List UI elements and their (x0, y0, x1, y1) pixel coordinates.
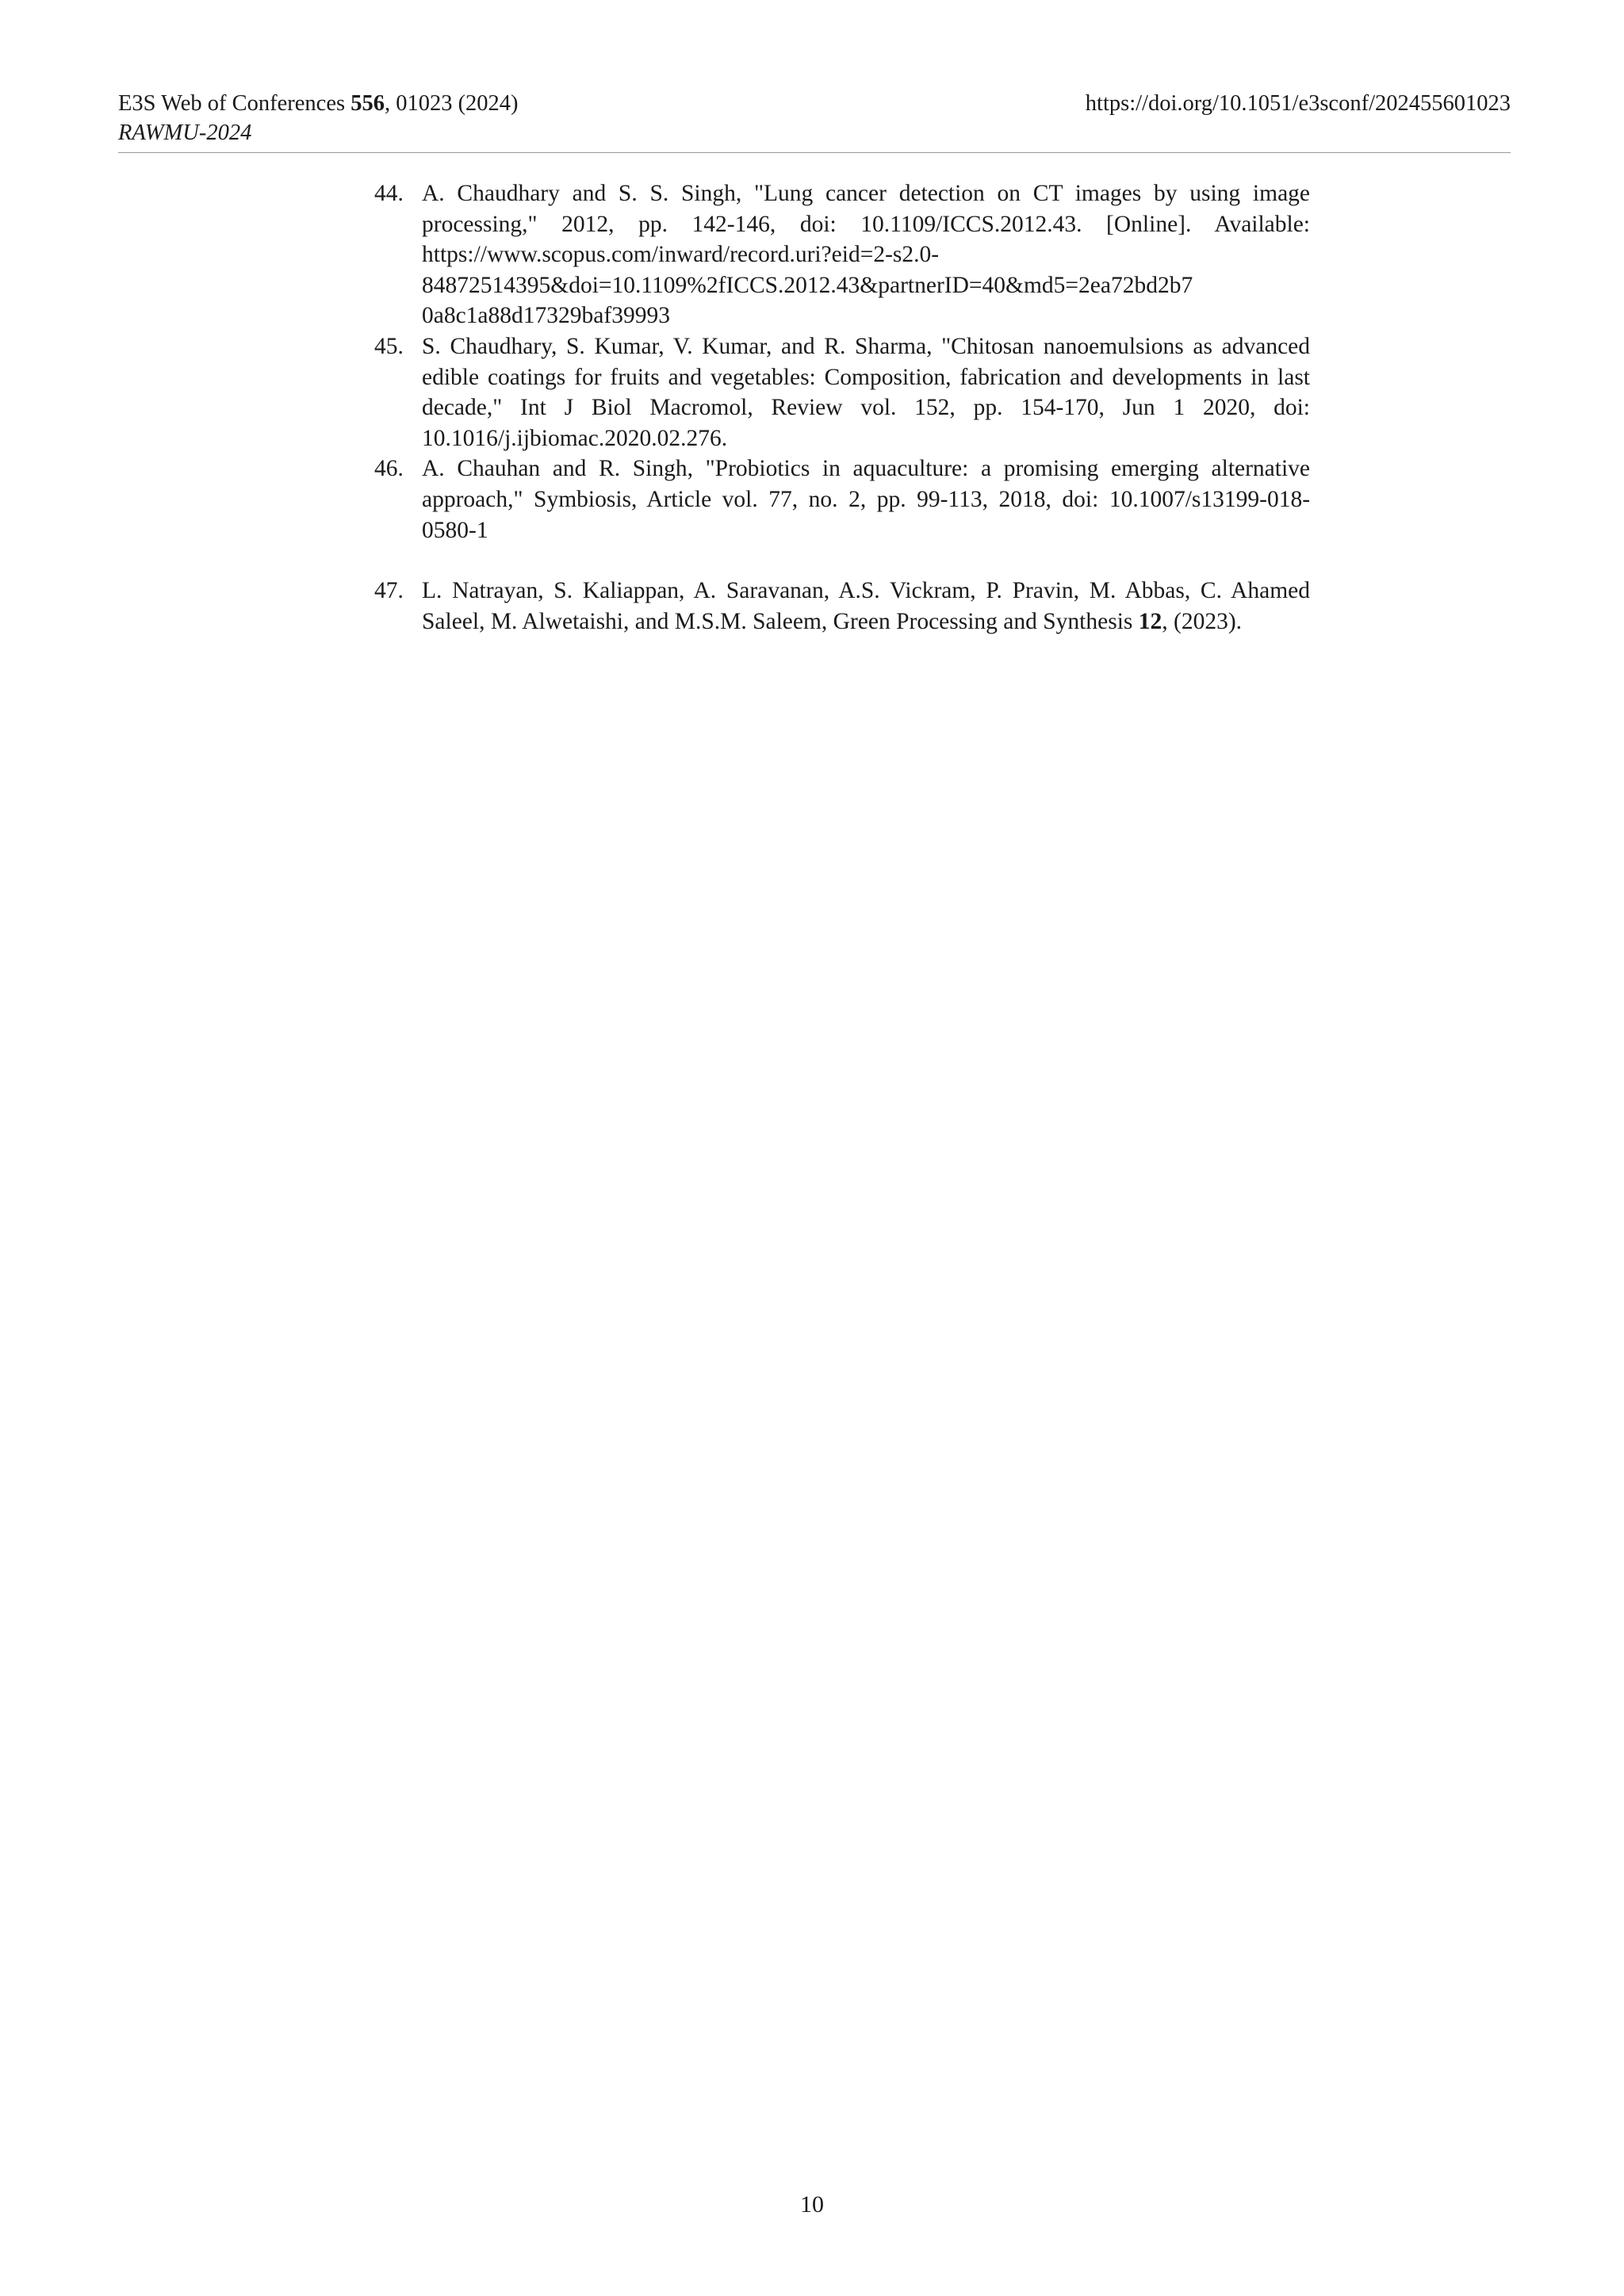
journal-volume: 556 (350, 91, 385, 116)
page-number: 10 (800, 2191, 824, 2218)
reference-line: Available: https://www.scopus.com/inward/record.uri?eid=2-s2.0- (422, 211, 1311, 268)
reference-line: Jun 1 2020, doi: 10.1016/j.ijbiomac.2020.02.276. (422, 395, 1311, 451)
conference-name: RAWMU-2024 (118, 121, 252, 145)
reference-number: 46. (374, 456, 404, 482)
journal-article-year: , 01023 (2024) (384, 91, 519, 116)
reference-text (422, 453, 1310, 545)
journal-citation (118, 89, 519, 118)
header-left (118, 89, 519, 147)
reference-44 (374, 178, 1310, 331)
reference-authors-journal: L. Natrayan, S. Kaliappan, A. Saravanan, A.S. Vickram, P. Pravin, M. Abbas, C. Ahamed Saleel, M. Alwetaishi, and M.S.M. Saleem, Green Processing and Synthesis (422, 578, 1310, 634)
header-doi: https://doi.org/10.1051/e3sconf/202455601023 (1085, 91, 1511, 116)
reference-number: 45. (374, 333, 404, 359)
reference-volume: 12 (1138, 608, 1162, 634)
reference-line: image processing," 2012, pp. 142-146, doi: 10.1109/ICCS.2012.43. [Online]. (422, 181, 1311, 237)
reference-45 (374, 331, 1310, 453)
reference-line: alternative approach," Symbiosis, Article vol. 77, no. 2, pp. 99-113, 2018, doi: (422, 456, 1311, 512)
reference-line: advanced edible coatings for fruits and vegetables: Composition, fabrication and (422, 333, 1311, 390)
reference-line: 84872514395&doi=10.1109%2fICCS.2012.43&partnerID=40&md5=2ea72bd2b7 (422, 272, 1193, 298)
reference-number: 44. (374, 181, 404, 206)
reference-line: A. Chauhan and R. Singh, "Probiotics in aquaculture: a promising emerging (422, 456, 1199, 482)
reference-year: , (2023). (1162, 608, 1243, 634)
reference-line: 0a8c1a88d17329baf39993 (422, 303, 670, 329)
reference-line: developments in last decade," Int J Biol Macromol, Review vol. 152, pp. 154-170, (422, 364, 1310, 421)
journal-name: E3S Web of Conferences (118, 91, 351, 116)
reference-text (422, 178, 1310, 331)
header-divider (118, 152, 1511, 153)
reference-46 (374, 453, 1310, 545)
reference-line: S. Chaudhary, S. Kumar, V. Kumar, and R. Sharma, "Chitosan nanoemulsions as (422, 333, 1212, 359)
reference-text (422, 576, 1310, 637)
reference-47 (374, 576, 1310, 637)
running-header (118, 89, 1511, 152)
reference-line: 10.1007/s13199-018-0580-1 (422, 486, 1311, 543)
reference-list (374, 178, 1310, 637)
reference-text (422, 331, 1310, 453)
reference-line: A. Chaudhary and S. S. Singh, "Lung cancer detection on CT images by using (422, 181, 1241, 206)
reference-number: 47. (374, 578, 404, 604)
